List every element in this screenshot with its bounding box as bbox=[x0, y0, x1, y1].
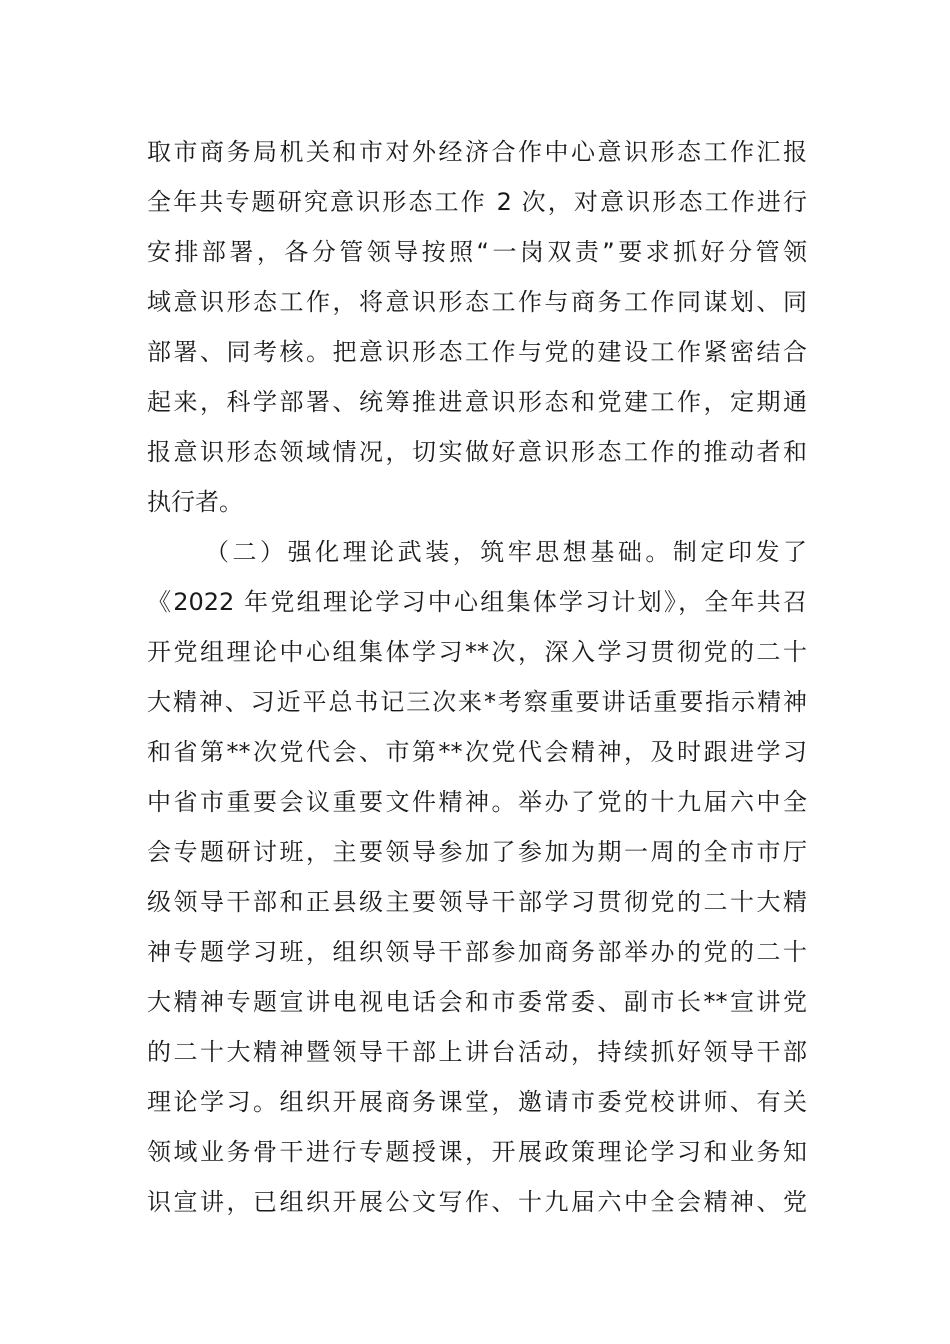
text-line: 报意识形态领域情况，切实做好意识形态工作的推动者和 bbox=[147, 438, 807, 466]
text-line: 级领导干部和正县级主要领导干部学习贯彻党的二十大精 bbox=[147, 888, 807, 916]
text-line: 和省第**次党代会、市第**次党代会精神，及时跟进学习 bbox=[147, 738, 807, 766]
text-line: 大精神、习近平总书记三次来*考察重要讲话重要指示精神 bbox=[147, 688, 807, 716]
text-line: 中省市重要会议重要文件精神。举办了党的十九届六中全 bbox=[147, 788, 807, 816]
text-line: 全年共专题研究意识形态工作 2 次，对意识形态工作进行 bbox=[147, 188, 807, 216]
text-line: 大精神专题宣讲电视电话会和市委常委、副市长**宣讲党 bbox=[147, 988, 807, 1016]
text-line: 识宣讲，已组织开展公文写作、十九届六中全会精神、党 bbox=[147, 1188, 807, 1216]
text-line: 的二十大精神暨领导干部上讲台活动，持续抓好领导干部 bbox=[147, 1038, 807, 1066]
text-line: 执行者。 bbox=[147, 488, 243, 516]
text-line: 部署、同考核。把意识形态工作与党的建设工作紧密结合 bbox=[147, 338, 807, 366]
text-line: 开党组理论中心组集体学习**次，深入学习贯彻党的二十 bbox=[147, 638, 807, 666]
text-line: 域意识形态工作，将意识形态工作与商务工作同谋划、同 bbox=[147, 288, 807, 316]
text-line: 起来，科学部署、统筹推进意识形态和党建工作，定期通 bbox=[147, 388, 807, 416]
text-line: 神专题学习班，组织领导干部参加商务部举办的党的二十 bbox=[147, 938, 807, 966]
text-line: 领域业务骨干进行专题授课，开展政策理论学习和业务知 bbox=[147, 1138, 807, 1166]
text-line: 会专题研讨班，主要领导参加了参加为期一周的全市市厅 bbox=[147, 838, 807, 866]
text-line: 安排部署，各分管领导按照“一岗双责”要求抓好分管领 bbox=[147, 238, 807, 266]
paragraph-first-line: （二）强化理论武装，筑牢思想基础。制定印发了 bbox=[205, 538, 807, 566]
text-line: 《2022 年党组理论学习中心组集体学习计划》，全年共召 bbox=[147, 588, 807, 616]
text-line: 理论学习。组织开展商务课堂，邀请市委党校讲师、有关 bbox=[147, 1088, 807, 1116]
text-line: 取市商务局机关和市对外经济合作中心意识形态工作汇报 bbox=[147, 138, 807, 166]
